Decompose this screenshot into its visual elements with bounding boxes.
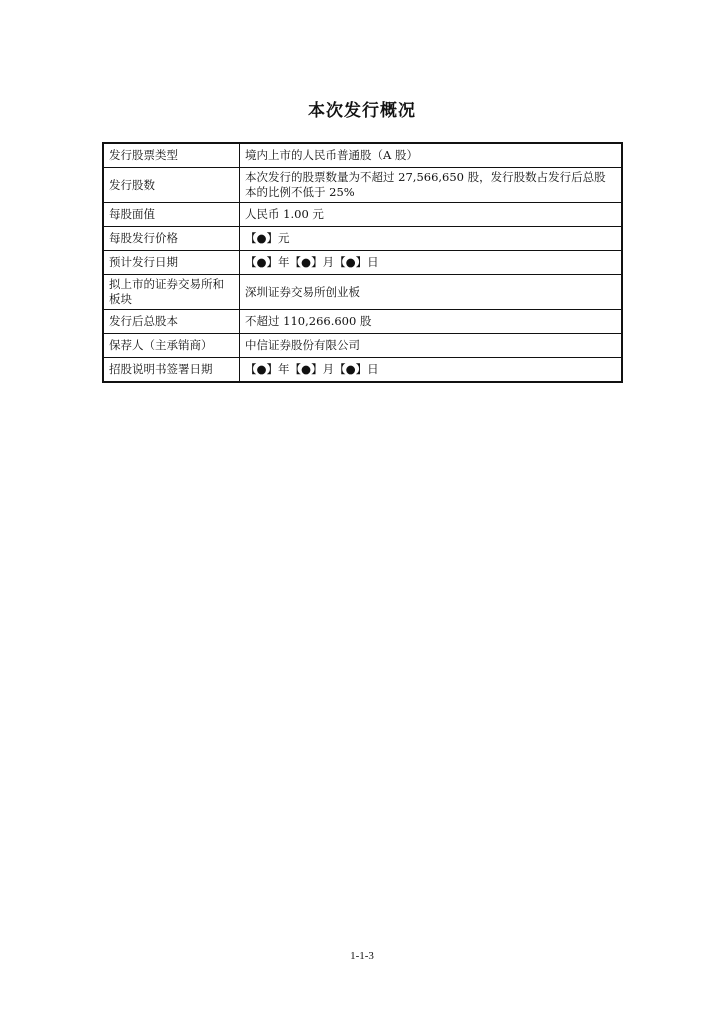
page-title: 本次发行概况 — [308, 101, 416, 121]
row-value: 本次发行的股票数量为不超过 27,566,650 股，发行股数占发行后总股本的比例不低于 25% — [240, 168, 623, 203]
row-label: 拟上市的证券交易所和板块 — [103, 275, 240, 310]
table-row — [103, 358, 622, 383]
table-row — [103, 203, 622, 227]
row-label: 保荐人（主承销商） — [103, 334, 240, 358]
table-row — [103, 227, 622, 251]
row-value: 【●】年【●】月【●】日 — [240, 251, 623, 275]
row-value: 人民币 1.00 元 — [240, 203, 623, 227]
row-label: 招股说明书签署日期 — [103, 358, 240, 383]
row-value: 深圳证券交易所创业板 — [240, 275, 623, 310]
row-label: 发行股票类型 — [103, 143, 240, 168]
row-value: 中信证券股份有限公司 — [240, 334, 623, 358]
page-number: 1-1-3 — [350, 950, 374, 962]
row-value: 不超过 110,266.600 股 — [240, 310, 623, 334]
table-row — [103, 310, 622, 334]
row-value: 境内上市的人民币普通股（A 股） — [240, 143, 623, 168]
table-row — [103, 143, 622, 168]
table-row — [103, 275, 622, 310]
row-value: 【●】元 — [240, 227, 623, 251]
row-label: 发行后总股本 — [103, 310, 240, 334]
row-value: 【●】年【●】月【●】日 — [240, 358, 623, 383]
row-label: 预计发行日期 — [103, 251, 240, 275]
row-label: 每股发行价格 — [103, 227, 240, 251]
table-row — [103, 168, 622, 203]
table-row — [103, 334, 622, 358]
row-label: 每股面值 — [103, 203, 240, 227]
row-label: 发行股数 — [103, 168, 240, 203]
table-row — [103, 251, 622, 275]
offering-summary-table — [102, 142, 623, 383]
